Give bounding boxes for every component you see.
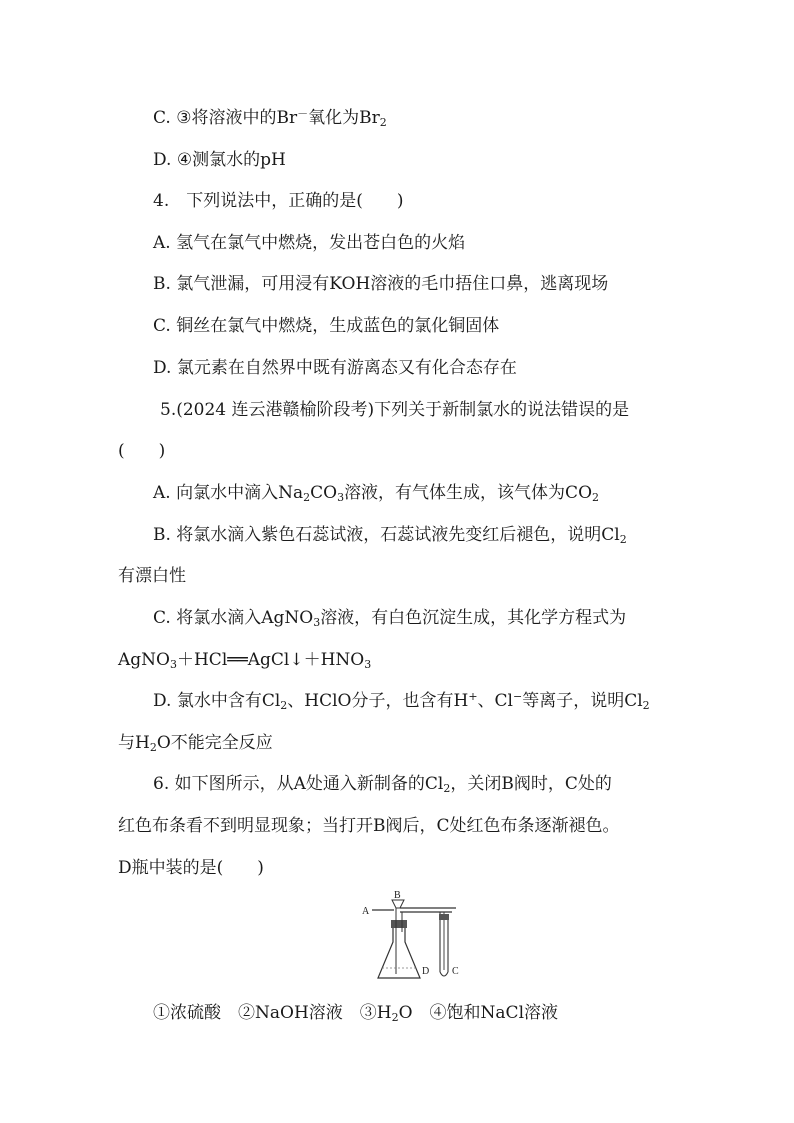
apparatus-diagram — [360, 888, 470, 988]
q4-option-d: D. 氯元素在自然界中既有游离态又有化合态存在 — [153, 358, 517, 378]
label-c: C — [452, 966, 459, 977]
q4-option-b: B. 氯气泄漏，可用浸有KOH溶液的毛巾捂住口鼻，逃离现场 — [153, 274, 609, 294]
q5-option-d-line2: 与$H_2O$不能完全反应 — [118, 733, 273, 754]
test-tube-bottom — [440, 972, 448, 976]
label-b: B — [394, 890, 401, 901]
test-tube-stopper — [439, 914, 449, 920]
q6-choices: ①浓硫酸 ②NaOH溶液 $③H_2O$ ④饱和NaCl溶液 — [153, 1003, 559, 1024]
q5-answer-paren: ( ) — [118, 441, 166, 461]
label-a: A — [362, 906, 370, 917]
q5-option-c-equation: $AgNO_3+HCl══AgCl↓+HNO_3$ — [118, 650, 372, 671]
q6-stem-line3: D瓶中装的是( ) — [118, 858, 264, 878]
q5-option-a: A. 向氯水中滴入$Na_2CO_3$溶液，有气体生成，该气体为$CO_2$ — [153, 483, 600, 504]
q4-option-a: A. 氢气在氯气中燃烧，发出苍白色的火焰 — [153, 233, 466, 253]
q5-stem: 5.(2024 连云港赣榆阶段考)下列关于新制氯水的说法错误的是 — [160, 400, 630, 420]
label-d: D — [422, 966, 430, 977]
q5-option-b-line2: 有漂白性 — [118, 566, 186, 586]
valve-b-funnel — [392, 900, 404, 908]
conical-flask-d — [378, 928, 420, 978]
q4-stem: 4. 下列说法中，正确的是( ) — [153, 191, 404, 211]
q6-stem-line1: 6. 如下图所示，从A处通入新制备的$Cl_2$，关闭B阀时，C处的 — [153, 774, 612, 795]
q3-option-d: D. ④测氯水的pH — [153, 150, 286, 170]
q3-option-c: C. ③将溶液中的Br－氧化为$Br_2$ — [153, 107, 387, 129]
q5-option-d-line1: D. 氯水中含有$Cl_2$、HClO分子，也含有H+、Cl−等离子，说明$Cl_2$ — [153, 690, 650, 712]
q5-option-b-line1: B. 将氯水滴入紫色石蕊试液，石蕊试液先变红后褪色，说明$Cl_2$ — [153, 525, 627, 546]
q5-option-c-line1: C. 将氯水滴入AgNO$_3$溶液，有白色沉淀生成，其化学方程式为 — [153, 608, 627, 629]
apparatus-figure — [360, 888, 470, 992]
q4-option-c: C. 铜丝在氯气中燃烧，生成蓝色的氯化铜固体 — [153, 316, 500, 336]
flask-stopper — [391, 920, 407, 928]
q6-stem-line2: 红色布条看不到明显现象；当打开B阀后，C处红色布条逐渐褪色。 — [118, 816, 620, 836]
